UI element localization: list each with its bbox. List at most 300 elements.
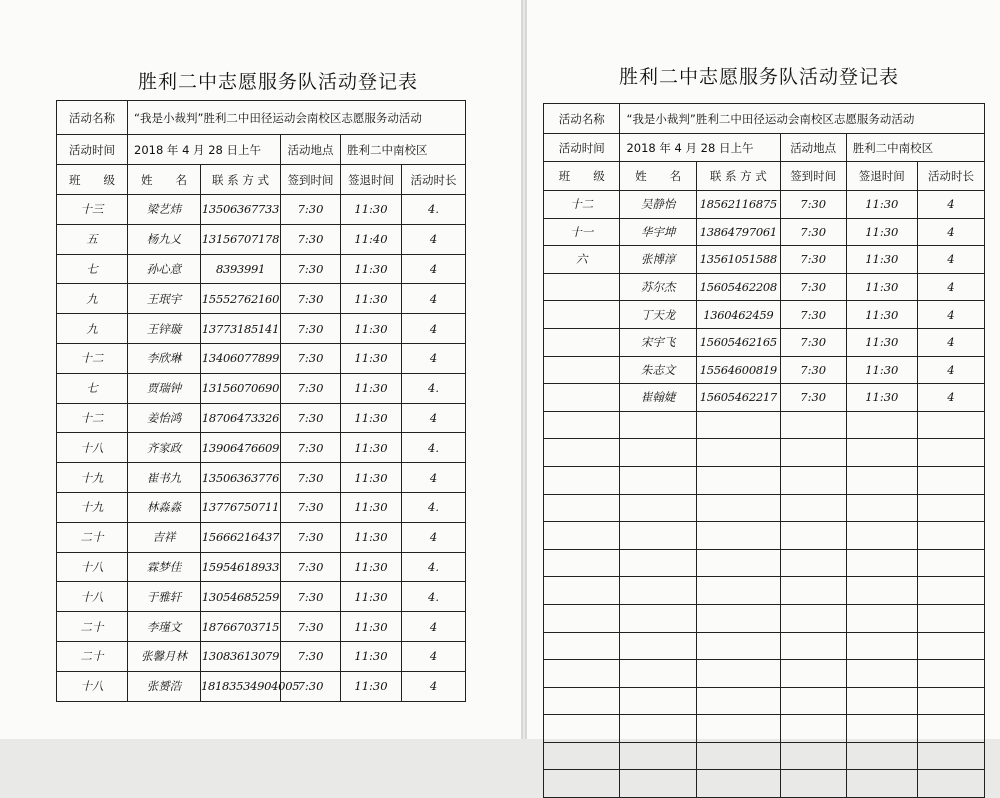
signout-cell	[846, 742, 917, 770]
signout-cell: 11:30	[846, 191, 917, 219]
activity-place-value: 胜利二中南校区	[341, 135, 466, 165]
class-cell	[544, 660, 620, 688]
duration-cell: 4	[917, 191, 984, 219]
phone-cell: 13083613079	[201, 641, 281, 671]
signout-cell: 11:30	[341, 522, 402, 552]
table-row	[544, 384, 985, 412]
name-cell	[620, 577, 696, 605]
table-row	[57, 671, 466, 701]
duration-cell: 4	[917, 356, 984, 384]
class-cell	[544, 301, 620, 329]
signout-cell	[846, 660, 917, 688]
class-cell: 九	[57, 314, 128, 344]
signout-cell	[846, 439, 917, 467]
signin-cell: 7:30	[281, 582, 341, 612]
class-cell: 十三	[57, 195, 128, 225]
table-row	[544, 411, 985, 439]
table-row	[544, 549, 985, 577]
table-row	[57, 433, 466, 463]
duration-cell: 4	[402, 224, 466, 254]
signin-cell	[780, 522, 846, 550]
signin-cell: 7:30	[780, 273, 846, 301]
col-header-phone: 联 系 方 式	[201, 165, 281, 195]
name-cell: 崔翰婕	[620, 384, 696, 412]
name-cell: 苏尔杰	[620, 273, 696, 301]
duration-cell: 4	[402, 612, 466, 642]
signin-cell: 7:30	[780, 356, 846, 384]
duration-cell: 4	[402, 254, 466, 284]
duration-cell	[917, 715, 984, 743]
class-cell	[544, 439, 620, 467]
class-cell	[544, 494, 620, 522]
table-row	[544, 218, 985, 246]
signin-cell	[780, 687, 846, 715]
left-page	[0, 0, 522, 739]
name-cell: 宋宇飞	[620, 328, 696, 356]
class-cell	[544, 604, 620, 632]
activity-name-label: 活动名称	[57, 101, 128, 135]
col-header-class: 班 级	[544, 162, 620, 191]
class-cell	[544, 522, 620, 550]
signout-cell: 11:30	[341, 433, 402, 463]
phone-cell: 13906476609	[201, 433, 281, 463]
class-cell: 二十	[57, 641, 128, 671]
signout-cell: 11:30	[341, 343, 402, 373]
signout-cell	[846, 549, 917, 577]
phone-cell: 18562116875	[696, 191, 780, 219]
phone-cell: 15605462165	[696, 328, 780, 356]
class-cell: 十九	[57, 463, 128, 493]
duration-cell: 4	[402, 284, 466, 314]
table-row	[544, 632, 985, 660]
signin-cell: 7:30	[780, 328, 846, 356]
signout-cell: 11:30	[341, 463, 402, 493]
table-row	[544, 466, 985, 494]
duration-cell: 4	[917, 328, 984, 356]
col-header-signout: 签退时间	[846, 162, 917, 191]
duration-cell: 4	[917, 384, 984, 412]
name-cell: 杨九乂	[128, 224, 201, 254]
table-row	[57, 612, 466, 642]
phone-cell: 13406077899	[201, 343, 281, 373]
table-row	[57, 224, 466, 254]
col-header-name: 姓 名	[620, 162, 696, 191]
activity-time-label: 活动时间	[57, 135, 128, 165]
signout-cell: 11:30	[846, 328, 917, 356]
duration-cell: 4.	[402, 195, 466, 225]
duration-cell: 4	[917, 218, 984, 246]
duration-cell	[917, 439, 984, 467]
signout-cell: 11:30	[846, 301, 917, 329]
duration-cell	[917, 660, 984, 688]
duration-cell	[917, 549, 984, 577]
phone-cell	[696, 660, 780, 688]
class-cell: 五	[57, 224, 128, 254]
class-cell	[544, 273, 620, 301]
duration-cell: 4	[402, 403, 466, 433]
name-cell	[620, 770, 696, 798]
signin-cell: 7:30	[281, 552, 341, 582]
signin-cell	[780, 466, 846, 494]
duration-cell: 4	[402, 641, 466, 671]
class-cell: 十八	[57, 552, 128, 582]
signout-cell	[846, 411, 917, 439]
phone-cell: 15564600819	[696, 356, 780, 384]
col-header-signout: 签退时间	[341, 165, 402, 195]
signout-cell	[846, 604, 917, 632]
phone-cell: 13054685259	[201, 582, 281, 612]
class-cell	[544, 577, 620, 605]
signin-cell: 7:30	[281, 254, 341, 284]
duration-cell: 4.	[402, 373, 466, 403]
name-cell	[620, 522, 696, 550]
registration-table-left	[56, 100, 466, 702]
class-cell	[544, 411, 620, 439]
signin-cell	[780, 494, 846, 522]
phone-cell: 13773185141	[201, 314, 281, 344]
table-row	[544, 273, 985, 301]
col-header-phone: 联 系 方 式	[696, 162, 780, 191]
activity-place-label: 活动地点	[780, 134, 846, 162]
signout-cell	[846, 770, 917, 798]
class-cell	[544, 356, 620, 384]
table-row	[544, 246, 985, 274]
duration-cell	[917, 604, 984, 632]
signout-cell: 11:30	[341, 403, 402, 433]
form-title-left: 胜利二中志愿服务队活动登记表	[138, 71, 419, 93]
signin-cell: 7:30	[780, 218, 846, 246]
table-row	[57, 492, 466, 522]
duration-cell	[917, 494, 984, 522]
signin-cell: 7:30	[281, 284, 341, 314]
phone-cell	[696, 632, 780, 660]
phone-cell	[696, 577, 780, 605]
signout-cell: 11:30	[341, 254, 402, 284]
signout-cell: 11:30	[846, 384, 917, 412]
signin-cell: 7:30	[281, 403, 341, 433]
table-row	[544, 494, 985, 522]
duration-cell: 4	[402, 522, 466, 552]
phone-cell: 15666216437	[201, 522, 281, 552]
duration-cell: 4.	[402, 552, 466, 582]
duration-cell: 4	[917, 301, 984, 329]
phone-cell: 13776750711	[201, 492, 281, 522]
phone-cell: 13506367733	[201, 195, 281, 225]
phone-cell: 15605462217	[696, 384, 780, 412]
name-cell: 齐家政	[128, 433, 201, 463]
signin-cell	[780, 549, 846, 577]
table-row	[544, 770, 985, 798]
table-row	[57, 373, 466, 403]
class-cell	[544, 632, 620, 660]
phone-cell	[696, 742, 780, 770]
signout-cell: 11:30	[341, 195, 402, 225]
activity-name-label: 活动名称	[544, 104, 620, 134]
phone-cell: 1360462459	[696, 301, 780, 329]
name-cell: 吴静怡	[620, 191, 696, 219]
table-row	[57, 314, 466, 344]
table-row	[57, 403, 466, 433]
signin-cell	[780, 411, 846, 439]
name-cell: 朱志文	[620, 356, 696, 384]
phone-cell: 13156070690	[201, 373, 281, 403]
signout-cell: 11:30	[846, 356, 917, 384]
signout-cell	[846, 632, 917, 660]
table-row	[544, 660, 985, 688]
name-cell	[620, 466, 696, 494]
phone-cell	[696, 687, 780, 715]
phone-cell	[696, 411, 780, 439]
phone-cell: 13561051588	[696, 246, 780, 274]
table-row	[544, 439, 985, 467]
table-row	[57, 582, 466, 612]
table-row	[57, 522, 466, 552]
class-cell: 十二	[57, 343, 128, 373]
class-cell	[544, 715, 620, 743]
right-page	[526, 0, 1000, 739]
table-row	[544, 522, 985, 550]
name-cell: 崔书九	[128, 463, 201, 493]
phone-cell	[696, 522, 780, 550]
phone-cell: 15605462208	[696, 273, 780, 301]
signin-cell: 7:30	[281, 314, 341, 344]
col-header-name: 姓 名	[128, 165, 201, 195]
signin-cell: 7:30	[281, 433, 341, 463]
table-row	[544, 687, 985, 715]
col-header-duration: 活动时长	[917, 162, 984, 191]
phone-cell	[696, 494, 780, 522]
phone-cell: 18706473326	[201, 403, 281, 433]
name-cell: 吉祥	[128, 522, 201, 552]
table-row	[57, 463, 466, 493]
name-cell	[620, 439, 696, 467]
phone-cell: 13156707178	[201, 224, 281, 254]
phone-cell: 15954618933	[201, 552, 281, 582]
signout-cell	[846, 715, 917, 743]
signout-cell: 11:30	[341, 612, 402, 642]
name-cell: 李瑾文	[128, 612, 201, 642]
name-cell	[620, 549, 696, 577]
signin-cell: 7:30	[780, 191, 846, 219]
registration-table-right	[543, 103, 985, 798]
duration-cell: 4.	[402, 433, 466, 463]
table-row	[544, 301, 985, 329]
class-cell: 十八	[57, 433, 128, 463]
class-cell: 七	[57, 373, 128, 403]
class-cell: 九	[57, 284, 128, 314]
activity-time-value: 2018 年 4 月 28 日上午	[620, 134, 780, 162]
name-cell: 王锌璇	[128, 314, 201, 344]
duration-cell	[917, 742, 984, 770]
table-row	[544, 742, 985, 770]
signin-cell	[780, 632, 846, 660]
table-row	[57, 641, 466, 671]
signin-cell	[780, 742, 846, 770]
duration-cell: 4	[402, 463, 466, 493]
name-cell: 林淼淼	[128, 492, 201, 522]
class-cell: 七	[57, 254, 128, 284]
name-cell: 贾瑞钟	[128, 373, 201, 403]
class-cell: 十一	[544, 218, 620, 246]
table-row	[544, 715, 985, 743]
duration-cell	[917, 632, 984, 660]
name-cell	[620, 632, 696, 660]
class-cell	[544, 742, 620, 770]
signout-cell: 11:40	[341, 224, 402, 254]
phone-cell	[696, 770, 780, 798]
duration-cell	[917, 522, 984, 550]
class-cell: 十八	[57, 582, 128, 612]
signin-cell: 7:30	[281, 224, 341, 254]
phone-cell: 8393991	[201, 254, 281, 284]
col-header-signin: 签到时间	[281, 165, 341, 195]
name-cell: 孙心意	[128, 254, 201, 284]
signin-cell	[780, 604, 846, 632]
name-cell	[620, 742, 696, 770]
class-cell	[544, 549, 620, 577]
signout-cell: 11:30	[341, 552, 402, 582]
activity-place-label: 活动地点	[281, 135, 341, 165]
signout-cell: 11:30	[846, 246, 917, 274]
signin-cell: 7:30	[281, 195, 341, 225]
phone-cell: 13864797061	[696, 218, 780, 246]
phone-cell	[696, 604, 780, 632]
phone-cell: 15552762160	[201, 284, 281, 314]
class-cell: 二十	[57, 522, 128, 552]
signin-cell	[780, 577, 846, 605]
table-row	[544, 356, 985, 384]
name-cell: 华宇坤	[620, 218, 696, 246]
duration-cell	[917, 411, 984, 439]
activity-time-value: 2018 年 4 月 28 日上午	[128, 135, 281, 165]
name-cell: 张馨月林	[128, 641, 201, 671]
class-cell: 十八	[57, 671, 128, 701]
name-cell	[620, 494, 696, 522]
table-row	[544, 328, 985, 356]
name-cell: 张赟浩	[128, 671, 201, 701]
class-cell	[544, 384, 620, 412]
signout-cell	[846, 466, 917, 494]
name-cell	[620, 687, 696, 715]
signout-cell	[846, 687, 917, 715]
class-cell: 十二	[544, 191, 620, 219]
signout-cell: 11:30	[341, 314, 402, 344]
col-header-signin: 签到时间	[780, 162, 846, 191]
name-cell: 王珉宇	[128, 284, 201, 314]
name-cell	[620, 411, 696, 439]
phone-cell: 18766703715	[201, 612, 281, 642]
signin-cell: 7:30	[281, 343, 341, 373]
class-cell	[544, 770, 620, 798]
class-cell: 六	[544, 246, 620, 274]
signout-cell: 11:30	[341, 641, 402, 671]
activity-name-value: “我是小裁判”胜利二中田径运动会南校区志愿服务动活动	[128, 101, 466, 135]
name-cell: 霖梦佳	[128, 552, 201, 582]
duration-cell: 4.	[402, 492, 466, 522]
name-cell: 姜怡鸿	[128, 403, 201, 433]
name-cell: 李欣琳	[128, 343, 201, 373]
duration-cell: 4	[917, 273, 984, 301]
activity-place-value: 胜利二中南校区	[846, 134, 984, 162]
phone-cell	[696, 715, 780, 743]
table-row	[57, 195, 466, 225]
table-row	[57, 254, 466, 284]
name-cell: 张博淳	[620, 246, 696, 274]
duration-cell: 4	[402, 343, 466, 373]
signin-cell: 7:30	[281, 373, 341, 403]
activity-name-value: “我是小裁判”胜利二中田径运动会南校区志愿服务动活动	[620, 104, 985, 134]
duration-cell: 4	[402, 314, 466, 344]
signout-cell: 11:30	[846, 273, 917, 301]
table-row	[57, 284, 466, 314]
name-cell	[620, 715, 696, 743]
signout-cell	[846, 522, 917, 550]
phone-cell	[696, 439, 780, 467]
signin-cell: 7:30	[281, 612, 341, 642]
table-row	[544, 577, 985, 605]
class-cell	[544, 466, 620, 494]
signin-cell	[780, 660, 846, 688]
duration-cell: 4	[917, 246, 984, 274]
col-header-class: 班 级	[57, 165, 128, 195]
table-row	[57, 343, 466, 373]
table-row	[544, 604, 985, 632]
duration-cell	[917, 577, 984, 605]
class-cell: 十二	[57, 403, 128, 433]
class-cell: 二十	[57, 612, 128, 642]
signout-cell	[846, 494, 917, 522]
duration-cell	[917, 687, 984, 715]
signin-cell: 7:30	[780, 301, 846, 329]
signin-cell: 7:30	[281, 671, 341, 701]
name-cell: 丁天龙	[620, 301, 696, 329]
name-cell: 于雅轩	[128, 582, 201, 612]
class-cell	[544, 687, 620, 715]
table-row	[57, 552, 466, 582]
signout-cell	[846, 577, 917, 605]
signin-cell: 7:30	[281, 522, 341, 552]
col-header-duration: 活动时长	[402, 165, 466, 195]
signout-cell: 11:30	[846, 218, 917, 246]
activity-time-label: 活动时间	[544, 134, 620, 162]
name-cell: 梁艺炜	[128, 195, 201, 225]
class-cell	[544, 328, 620, 356]
phone-cell: 13506363776	[201, 463, 281, 493]
name-cell	[620, 660, 696, 688]
duration-cell	[917, 466, 984, 494]
signin-cell	[780, 715, 846, 743]
duration-cell: 4	[402, 671, 466, 701]
signout-cell: 11:30	[341, 492, 402, 522]
duration-cell: 4.	[402, 582, 466, 612]
phone-cell: 18183534904005	[201, 671, 281, 701]
signin-cell: 7:30	[281, 492, 341, 522]
signin-cell	[780, 770, 846, 798]
form-title-right: 胜利二中志愿服务队活动登记表	[619, 66, 900, 88]
duration-cell	[917, 770, 984, 798]
signout-cell: 11:30	[341, 284, 402, 314]
signin-cell: 7:30	[281, 641, 341, 671]
signin-cell	[780, 439, 846, 467]
name-cell	[620, 604, 696, 632]
phone-cell	[696, 549, 780, 577]
signout-cell: 11:30	[341, 582, 402, 612]
signin-cell: 7:30	[281, 463, 341, 493]
class-cell: 十九	[57, 492, 128, 522]
phone-cell	[696, 466, 780, 494]
signin-cell: 7:30	[780, 246, 846, 274]
table-row	[544, 191, 985, 219]
